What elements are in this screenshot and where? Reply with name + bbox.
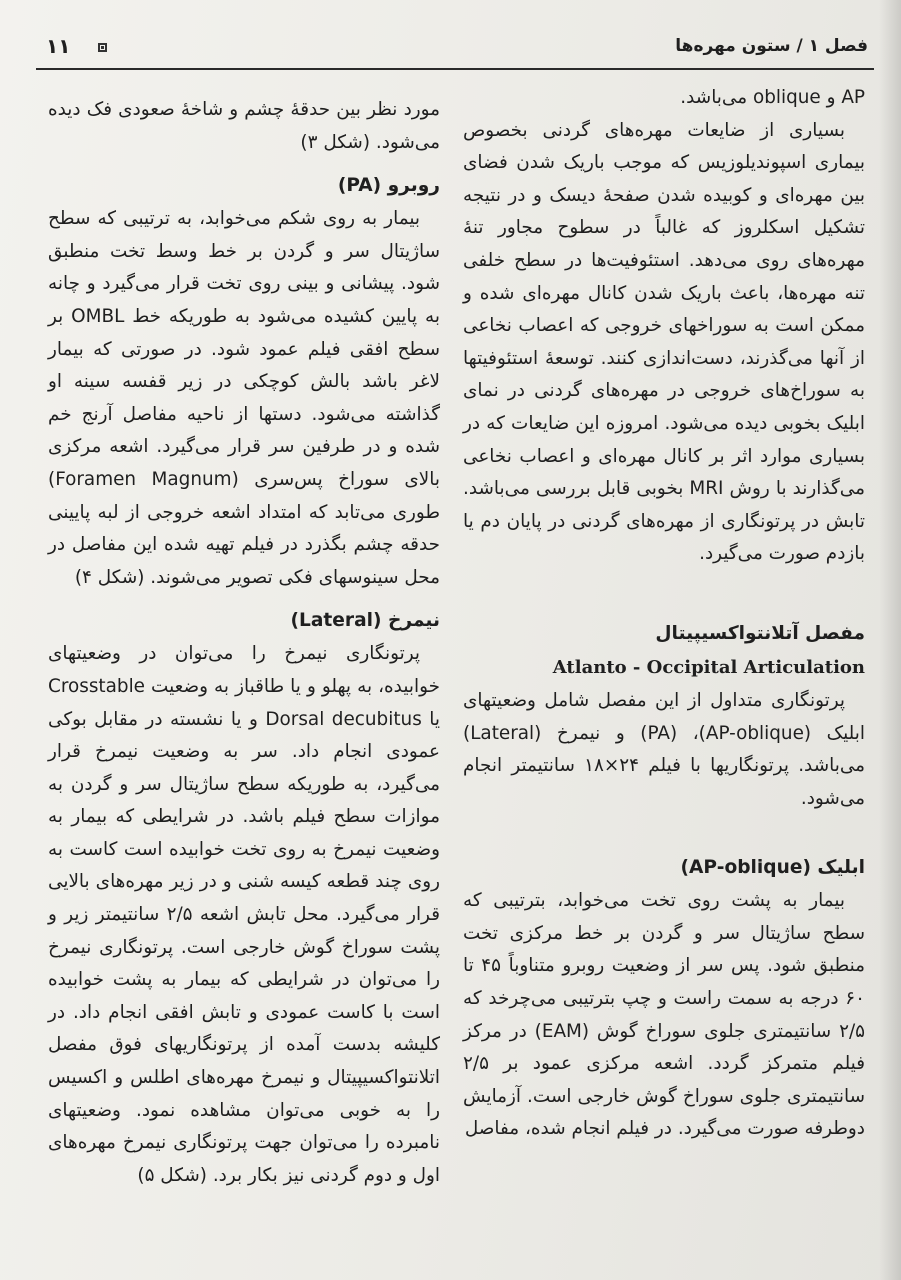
left-column — [48, 94, 440, 1192]
page-binding-shadow — [879, 0, 901, 1280]
heading-atlanto-occipital: مفصل آتلانتواکسیپیتال — [655, 622, 865, 644]
heading-ap-oblique: ابلیک (AP-oblique) — [680, 857, 865, 879]
header-rule — [36, 68, 874, 70]
paragraph-ap-oblique: بیمار به پشت روی تخت می‌خوابد، بترتیبی که سطح ساژیتال سر و گردن بر خط مرکزی تخت منطبق شود. پس سر از وضعیت روبرو متناوباً ۴۵ تا ۶۰ درجه به سمت راست و چپ بترتیبی می‌چرخد که ۲/۵ سانتیمتری جلوی سوراخ گوش (EAM) در مرکز فیلم متمرکز گردد. اشعه مرکزی عمود بر ۲/۵ سانتیمتری جلوی سوراخ گوش خارجی است. آزمایش دوطرفه صورت می‌گیرد. در فیلم انجام شده، مفاصل — [463, 890, 866, 1140]
right-column — [463, 82, 865, 1146]
heading-lateral: نیمرخ (Lateral) — [290, 610, 440, 632]
heading-atlanto-occipital-latin: Atlanto - Occipital Articulation — [552, 656, 865, 678]
heading-pa: روبرو (PA) — [337, 175, 440, 197]
square-dot-icon — [98, 43, 107, 52]
spacer — [48, 159, 440, 169]
paragraph-lateral: پرتونگاری نیمرخ را می‌توان در وضعیتهای خوابیده، به پهلو و یا طاقباز به وضعیت Crosstable یا Dorsal decubitus و یا نشسته در مقابل بوکی عمودی انجام داد. سر به وضعیت نیمرخ قرار می‌گیرد، به طوریکه سطح ساژیتال سر و گردن به موازات سطح فیلم باشد. در شرایطی که بیمار به وضعیت نیمرخ به روی تخت خوابیده است کاست به روی چند قطعه کیسه شنی و در زیر مهره‌های بالایی قرار می‌گیرد. محل تابش اشعه ۲/۵ سانتیمتر زیر و پشت سوراخ گوش خارجی است. پرتونگاری نیمرخ را می‌توان در شرایطی که بیمار به پشت خوابیده است با کاست عمودی و تابش افقی انجام داد. در کلیشه بدست آمده از پرتونگاریهای فوق مفصل اتلانتواکسیپیتال و نیمرخ مهره‌های اطلس و اکسیس را به خوبی می‌توان مشاهده نمود. وضعیتهای نامبرده را می‌توان جهت پرتونگاری نیمرخ مهره‌های اول و دوم گردنی نیز بکار برد. (شکل ۵) — [48, 643, 441, 1186]
spacer — [463, 571, 865, 617]
paragraph-spondylosis: بسیاری از ضایعات مهره‌های گردنی بخصوص بیماری اسپوندیلوزیس که موجب باریک شدن فضای بین مهره‌ای و کوبیده شدن صفحهٔ دیسک و در نتیجه تشکیل اسکلروز که غالباً در سطوح مجاور تنهٔ مهره‌های روی می‌دهد. استئوفیت‌ها در سطح خلفی تنه مهره‌ها، باعث باریک شدن کانال مهره‌ای شده و ممکن است به سوراخهای خروجی که اعصاب نخاعی از آنها می‌گذرند، دست‌اندازی کنند. توسعهٔ استئوفیتها به سوراخ‌های خروجی در مهره‌های گردنی در نمای ابلیک بخوبی دیده می‌شود. امروزه این ضایعات که در بسیاری موارد اثر بر کانال مهره‌ای و اعصاب نخاعی می‌گذارند با روش MRI بخوبی قابل بررسی می‌باشد. تابش در پرتونگاری از مهره‌های گردنی در پایان دم یا بازدم صورت می‌گیرد. — [463, 119, 865, 565]
spacer — [48, 594, 440, 604]
page-number: ۱۱ — [46, 34, 71, 58]
spacer — [463, 815, 865, 851]
paragraph-pa: بیمار به روی شکم می‌خوابد، به ترتیبی که سطح ساژیتال سر و گردن بر خط وسط تخت منطبق شود. پیشانی و بینی روی تخت قرار می‌گیرد و چانه به پایین کشیده می‌شود به طوریکه خط OMBL بر سطح افقی فیلم عمود شود. در صورتی که بیمار لاغر باشد بالش کوچکی در زیر قفسه سینه او گذاشته می‌شود. دستها از ناحیه مفاصل آرنج خم شده و در طرفین سر قرار می‌گیرد. اشعه مرکزی بالای سوراخ پس‌سری (Foramen Magnum) طوری می‌تابد که امتداد اشعه خروجی از لبه پایینی حدقه چشم بگذرد در فیلم تهیه شده این مفاصل در محل سینوسهای فکی تصویر می‌شوند. (شکل ۴) — [48, 208, 440, 588]
paragraph-atlanto: پرتونگاری متداول از این مفصل شامل وضعیتهای ابلیک (AP-oblique)، (PA) و نیمرخ (Lateral) می‌باشد. پرتونگاریها با فیلم ۲۴×۱۸ سانتیمتر انجام می‌شود. — [463, 689, 865, 809]
paragraph-continued: مورد نظر بین حدقهٔ چشم و شاخهٔ صعودی فک دیده می‌شود. (شکل ۳) — [48, 99, 440, 153]
paragraph-oblique-end: AP و oblique می‌باشد. — [680, 87, 865, 108]
chapter-title: فصل ۱ / ستون مهره‌ها — [675, 36, 868, 56]
running-header — [36, 30, 874, 70]
